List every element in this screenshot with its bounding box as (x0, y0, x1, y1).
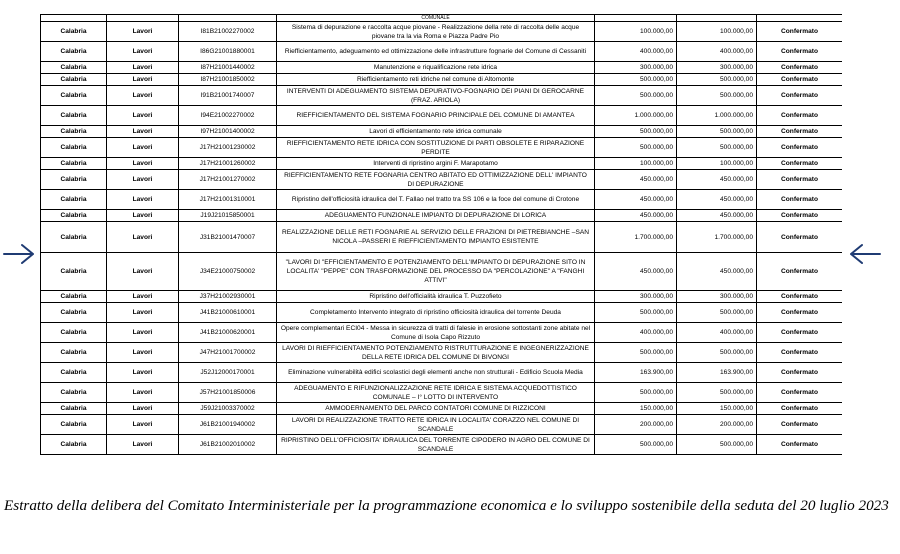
table-row (41, 383, 843, 403)
table-cell-amount: 400.000,00 (595, 323, 677, 343)
table-cell-amount: 500.000,00 (595, 138, 677, 158)
projects-table (40, 14, 842, 455)
table-cell-description: INTERVENTI DI ADEGUAMENTO SISTEMA DEPURATIVO-FOGNARIO DEI PIANI DI GEROCARNE (FRAZ. ARIOLA) (277, 86, 595, 106)
table-cell-category: Lavori (107, 62, 179, 74)
table-cell-description: Riefficientamento reti idriche nel comune di Altomonte (277, 74, 595, 86)
table-row (41, 303, 843, 323)
fragment-text: COMUNALE (277, 15, 595, 22)
table-cell-cup: J37H21002930001 (179, 291, 277, 303)
table-cell-status: Confermato (757, 253, 843, 291)
table-cell-amount: 100.000,00 (595, 158, 677, 170)
table-cell-amount: 1.700.000,00 (595, 222, 677, 253)
table-cell-description: ADEGUAMENTO E RIFUNZIONALIZZAZIONE RETE IDRICA E SISTEMA ACQUEDOTTISTICO COMUNALE – I° LOTTO DI INTERVENTO (277, 383, 595, 403)
table-cell-financed: 500.000,00 (677, 343, 757, 363)
table-cell-status: Confermato (757, 383, 843, 403)
table-cell-description: LAVORI DI REALIZZAZIONE TRATTO RETE IDRICA IN LOCALITA' CORAZZO NEL COMUNE DI SCANDALE (277, 415, 595, 435)
table-cell-description: RIEFFICIENTAMENTO RETE FOGNARIA CENTRO ABITATO ED OTTIMIZZAZIONE DELL' IMPIANTO DI DEPURAZIONE (277, 170, 595, 190)
table-cell-category: Lavori (107, 126, 179, 138)
table-cell-cup: J17H21001260002 (179, 158, 277, 170)
table-cell-amount: 450.000,00 (595, 210, 677, 222)
table-cell-description: Opere complementari ECI04 - Messa in sicurezza di tratti di falesie in erosione sottostanti zone abitate nel Comune di Isola Capo Rizzuto (277, 323, 595, 343)
table-cell-description: "LAVORI DI "EFFICIENTAMENTO E POTENZIAMENTO DELL'IMPIANTO DI DEPURAZIONE SITO IN LOCALITA' "PEPPE" CON TRASFORMAZIONE DEL PROCESSO DA "PERCOLAZIONE" A "FANGHI ATTIVI" (277, 253, 595, 291)
table-cell-status: Confermato (757, 22, 843, 42)
table-cell-cup: J31B21001470007 (179, 222, 277, 253)
table-row (41, 403, 843, 415)
table-cell-description: Completamento Intervento integrato di ripristino officiosità idraulica del torrente Deuda (277, 303, 595, 323)
table-cell-financed: 500.000,00 (677, 435, 757, 455)
table-cell-category: Lavori (107, 253, 179, 291)
table-row (41, 42, 843, 62)
table-row-fragment (41, 15, 843, 22)
table-cell-cup: J57H21001850006 (179, 383, 277, 403)
table-row (41, 435, 843, 455)
table-cell-region: Calabria (41, 42, 107, 62)
table-row (41, 190, 843, 210)
table-cell-category: Lavori (107, 222, 179, 253)
table-cell-region: Calabria (41, 435, 107, 455)
table-cell-financed: 450.000,00 (677, 253, 757, 291)
table-cell-category: Lavori (107, 415, 179, 435)
table-cell-amount: 163.900,00 (595, 363, 677, 383)
table-cell-amount: 500.000,00 (595, 435, 677, 455)
table-cell-category: Lavori (107, 42, 179, 62)
table-row (41, 22, 843, 42)
table-cell-amount: 500.000,00 (595, 86, 677, 106)
table-cell-description: REALIZZAZIONE DELLE RETI FOGNARIE AL SERVIZIO DELLE FRAZIONI DI PIETREBIANCHE –SAN NICOLA –PASSERI E RIEFFICIENTAMENTO IMPIANTO ESISTENTE (277, 222, 595, 253)
table-cell-financed: 400.000,00 (677, 42, 757, 62)
table-cell-region: Calabria (41, 86, 107, 106)
table-cell-category: Lavori (107, 343, 179, 363)
table-cell-cup: J34E21000750002 (179, 253, 277, 291)
table-row (41, 415, 843, 435)
table-cell-status: Confermato (757, 210, 843, 222)
table-cell-description: Manutenzione e riqualificazione rete idrica (277, 62, 595, 74)
table-cell-status: Confermato (757, 363, 843, 383)
table-row (41, 253, 843, 291)
table-cell-financed: 300.000,00 (677, 291, 757, 303)
table-cell-description: Ripristino dell'officialità idraulica T. Puzzofieto (277, 291, 595, 303)
table-cell-category: Lavori (107, 74, 179, 86)
table-cell-amount: 450.000,00 (595, 190, 677, 210)
table-cell-region: Calabria (41, 170, 107, 190)
table-cell-cup: J19J21015850001 (179, 210, 277, 222)
table-cell-amount: 500.000,00 (595, 126, 677, 138)
table-cell-status: Confermato (757, 435, 843, 455)
table-cell-cup: J52J12000170001 (179, 363, 277, 383)
table-cell-financed: 500.000,00 (677, 86, 757, 106)
table-cell-category: Lavori (107, 22, 179, 42)
table-row (41, 343, 843, 363)
table-cell-status: Confermato (757, 190, 843, 210)
table-cell-description: RIPRISTINO DELL'OFFICIOSITA' IDRAULICA DEL TORRENTE CIPODERO IN AGRO DEL COMUNE DI SCANDALE (277, 435, 595, 455)
table-cell-region: Calabria (41, 403, 107, 415)
table-cell-financed: 200.000,00 (677, 415, 757, 435)
table-cell-amount: 300.000,00 (595, 291, 677, 303)
table-cell-status: Confermato (757, 303, 843, 323)
table-row (41, 86, 843, 106)
table-cell-cup: I81B21002270002 (179, 22, 277, 42)
arrow-left-icon (848, 242, 882, 266)
table-cell-cup: J17H21001270002 (179, 170, 277, 190)
table-cell-status: Confermato (757, 62, 843, 74)
table-cell-cup: I94E21002270002 (179, 106, 277, 126)
table-cell-amount: 1.000.000,00 (595, 106, 677, 126)
table-cell-status: Confermato (757, 403, 843, 415)
table-cell-region: Calabria (41, 415, 107, 435)
table-cell-amount: 500.000,00 (595, 343, 677, 363)
table-cell-amount: 500.000,00 (595, 383, 677, 403)
document-table-container (40, 14, 842, 485)
table-cell-status: Confermato (757, 126, 843, 138)
table-cell-financed: 450.000,00 (677, 170, 757, 190)
table-cell-status: Confermato (757, 343, 843, 363)
table-cell-financed: 100.000,00 (677, 158, 757, 170)
table-cell-region: Calabria (41, 323, 107, 343)
table-cell-category: Lavori (107, 303, 179, 323)
table-cell-region: Calabria (41, 62, 107, 74)
projects-table-body (41, 15, 843, 455)
table-row (41, 62, 843, 74)
table-row (41, 74, 843, 86)
table-cell-region: Calabria (41, 222, 107, 253)
table-cell-region: Calabria (41, 303, 107, 323)
table-cell-status: Confermato (757, 42, 843, 62)
table-cell-region: Calabria (41, 190, 107, 210)
table-cell-description: RIEFFICIENTAMENTO DEL SISTEMA FOGNARIO PRINCIPALE DEL COMUNE DI AMANTEA (277, 106, 595, 126)
table-cell-region: Calabria (41, 253, 107, 291)
table-row (41, 210, 843, 222)
table-cell-status: Confermato (757, 323, 843, 343)
table-cell-description: AMMODERNAMENTO DEL PARCO CONTATORI COMUNE DI RIZZICONI (277, 403, 595, 415)
table-cell-description: Eliminazione vulnerabilità edifici scolastici degli elementi anche non strutturali - Edificio Scuola Media (277, 363, 595, 383)
table-row (41, 106, 843, 126)
table-cell-category: Lavori (107, 86, 179, 106)
table-row (41, 222, 843, 253)
table-cell-financed: 500.000,00 (677, 74, 757, 86)
table-cell-amount: 300.000,00 (595, 62, 677, 74)
table-cell-financed: 500.000,00 (677, 126, 757, 138)
table-cell-description: Ripristino dell'officiosità idraulica del T. Fallao nel tratto tra SS 106 e la foce del comune di Crotone (277, 190, 595, 210)
table-cell-region: Calabria (41, 22, 107, 42)
table-cell-category: Lavori (107, 210, 179, 222)
table-cell-status: Confermato (757, 138, 843, 158)
table-cell-financed: 500.000,00 (677, 303, 757, 323)
table-cell-cup: I91B21001740007 (179, 86, 277, 106)
table-cell-cup: J61B21002010002 (179, 435, 277, 455)
table-cell-amount: 450.000,00 (595, 253, 677, 291)
table-cell-cup: I87H21001440002 (179, 62, 277, 74)
table-cell-financed: 163.900,00 (677, 363, 757, 383)
table-cell-description: ADEGUAMENTO FUNZIONALE IMPIANTO DI DEPURAZIONE DI LORICA (277, 210, 595, 222)
table-row (41, 126, 843, 138)
table-row (41, 323, 843, 343)
table-cell-cup: J41B21000610001 (179, 303, 277, 323)
table-cell-description: RIEFFICIENTAMENTO RETE IDRICA CON SOSTITUZIONE DI PARTI OBSOLETE E RIPARAZIONE PERDITE (277, 138, 595, 158)
table-cell-category: Lavori (107, 158, 179, 170)
table-cell-status: Confermato (757, 170, 843, 190)
table-cell-region: Calabria (41, 343, 107, 363)
table-cell-category: Lavori (107, 291, 179, 303)
table-cell-description: Riefficientamento, adeguamento ed ottimizzazione delle infrastrutture fognarie del Comune di Cessaniti (277, 42, 595, 62)
table-cell-cup: J61B21001940002 (179, 415, 277, 435)
table-cell-amount: 500.000,00 (595, 303, 677, 323)
table-cell-category: Lavori (107, 403, 179, 415)
table-cell-amount: 500.000,00 (595, 74, 677, 86)
table-cell-financed: 450.000,00 (677, 190, 757, 210)
table-cell-status: Confermato (757, 415, 843, 435)
table-cell-status: Confermato (757, 86, 843, 106)
table-cell-financed: 300.000,00 (677, 62, 757, 74)
table-cell-cup: I86G21001880001 (179, 42, 277, 62)
table-cell-category: Lavori (107, 363, 179, 383)
table-cell-cup: J17H21001230002 (179, 138, 277, 158)
table-cell-financed: 150.000,00 (677, 403, 757, 415)
table-cell-region: Calabria (41, 138, 107, 158)
document-caption: Estratto della delibera del Comitato Interministeriale per la programmazione economica e lo sviluppo sostenibile della seduta del 20 luglio 2023 (4, 497, 889, 514)
table-cell-amount: 400.000,00 (595, 42, 677, 62)
table-cell-cup: J41B21000620001 (179, 323, 277, 343)
table-cell-cup: I97H21001400002 (179, 126, 277, 138)
table-cell-category: Lavori (107, 138, 179, 158)
table-cell-category: Lavori (107, 323, 179, 343)
table-cell-status: Confermato (757, 291, 843, 303)
table-cell-region: Calabria (41, 158, 107, 170)
table-cell-category: Lavori (107, 435, 179, 455)
table-cell-financed: 500.000,00 (677, 383, 757, 403)
table-row (41, 291, 843, 303)
table-cell-category: Lavori (107, 170, 179, 190)
table-cell-financed: 1.000.000,00 (677, 106, 757, 126)
table-cell-region: Calabria (41, 74, 107, 86)
table-cell-description: Lavori di efficientamento rete idrica comunale (277, 126, 595, 138)
table-cell-financed: 1.700.000,00 (677, 222, 757, 253)
table-cell-amount: 450.000,00 (595, 170, 677, 190)
arrow-right-icon (2, 242, 36, 266)
table-cell-region: Calabria (41, 210, 107, 222)
table-cell-amount: 100.000,00 (595, 22, 677, 42)
table-cell-status: Confermato (757, 106, 843, 126)
table-cell-description: Interventi di ripristino argini F. Marapotamo (277, 158, 595, 170)
table-cell-region: Calabria (41, 106, 107, 126)
table-cell-category: Lavori (107, 383, 179, 403)
table-row (41, 158, 843, 170)
table-cell-amount: 150.000,00 (595, 403, 677, 415)
table-cell-financed: 100.000,00 (677, 22, 757, 42)
table-cell-status: Confermato (757, 74, 843, 86)
table-cell-category: Lavori (107, 106, 179, 126)
table-cell-amount: 200.000,00 (595, 415, 677, 435)
table-cell-region: Calabria (41, 126, 107, 138)
table-cell-status: Confermato (757, 222, 843, 253)
table-cell-financed: 400.000,00 (677, 323, 757, 343)
table-cell-financed: 500.000,00 (677, 138, 757, 158)
table-cell-cup: J17H21001310001 (179, 190, 277, 210)
table-cell-cup: J47H21001700002 (179, 343, 277, 363)
table-cell-cup: I87H21001850002 (179, 74, 277, 86)
table-cell-region: Calabria (41, 383, 107, 403)
table-cell-description: LAVORI DI RIEFFICIENTAMENTO POTENZIAMENTO RISTRUTTURAZIONE E INGEGNERIZZAZIONE DELLA RETE IDRICA DEL COMUNE DI BIVONGI (277, 343, 595, 363)
table-cell-status: Confermato (757, 158, 843, 170)
table-cell-category: Lavori (107, 190, 179, 210)
table-cell-description: Sistema di depurazione e raccolta acque piovane - Realizzazione della rete di raccolta delle acque piovane tra la via Roma e Piazza Padre Pio (277, 22, 595, 42)
table-row (41, 363, 843, 383)
table-cell-financed: 450.000,00 (677, 210, 757, 222)
table-cell-region: Calabria (41, 291, 107, 303)
table-row (41, 170, 843, 190)
table-row (41, 138, 843, 158)
table-cell-cup: J59J21003370002 (179, 403, 277, 415)
table-cell-region: Calabria (41, 363, 107, 383)
